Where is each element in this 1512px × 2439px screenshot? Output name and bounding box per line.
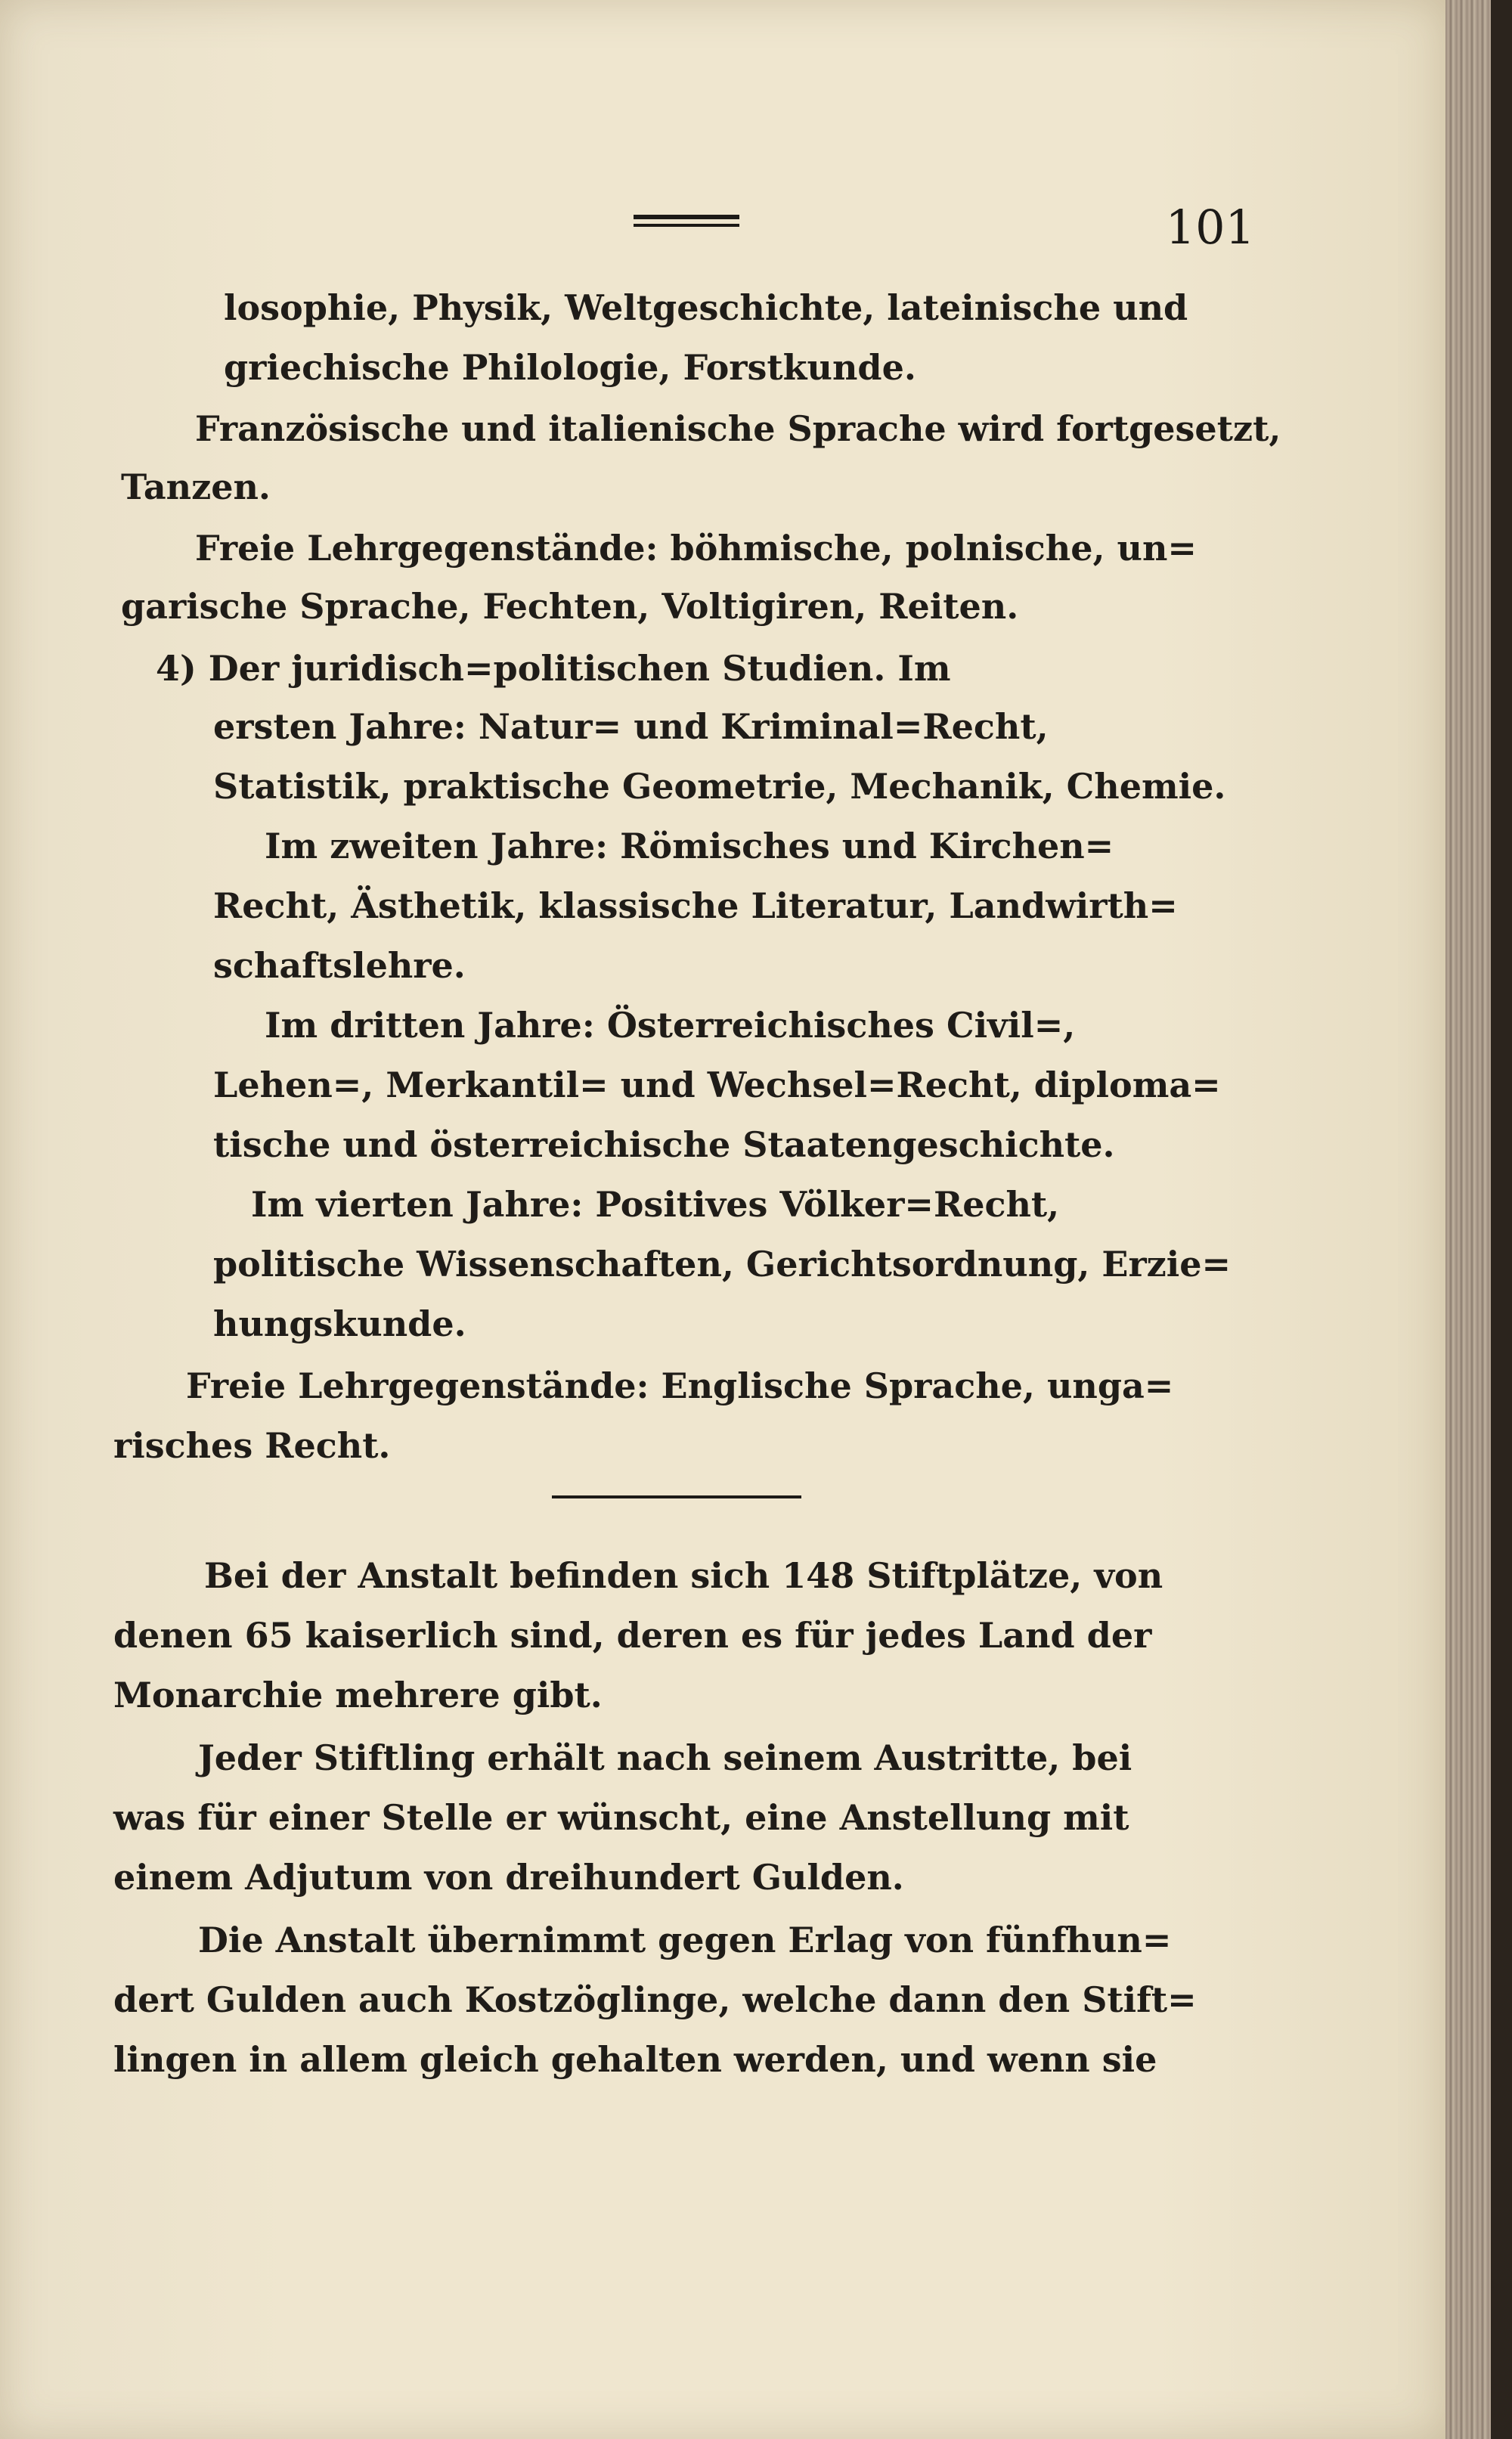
text-line: hungskunde. — [213, 1303, 466, 1344]
text-line: Im dritten Jahre: Österreichisches Civil=, — [265, 1005, 1076, 1046]
text-line: tische und österreichische Staatengeschichte. — [213, 1124, 1115, 1165]
text-line: Im zweiten Jahre: Römisches und Kirchen= — [265, 826, 1114, 866]
text-line: Jeder Stiftling erhält nach seinem Austritte, bei — [198, 1737, 1132, 1778]
text-line: risches Recht. — [113, 1425, 391, 1466]
text-line: Französische und italienische Sprache wird fortgesetzt, — [195, 408, 1281, 449]
text-line: Bei der Anstalt befinden sich 148 Stiftplätze, von — [204, 1555, 1163, 1596]
text-line: Monarchie mehrere gibt. — [113, 1675, 603, 1715]
text-line: denen 65 kaiserlich sind, deren es für jedes Land der — [113, 1615, 1152, 1656]
text-line: schaftslehre. — [213, 945, 466, 986]
text-line: Lehen=, Merkantil= und Wechsel=Recht, diploma= — [213, 1065, 1221, 1105]
text-line: garische Sprache, Fechten, Voltigiren, Reiten. — [121, 586, 1019, 627]
text-line: Freie Lehrgegenstände: Englische Sprache, unga= — [186, 1365, 1174, 1406]
text-line: lingen in allem gleich gehalten werden, und wenn sie — [113, 2039, 1157, 2080]
text-line: politische Wissenschaften, Gerichtsordnung, Erzie= — [213, 1244, 1232, 1285]
text-line: Tanzen. — [121, 466, 271, 507]
section-divider — [552, 1495, 801, 1498]
text-line: Freie Lehrgegenstände: böhmische, polnische, un= — [195, 528, 1197, 569]
text-line: Statistik, praktische Geometrie, Mechanik, Chemie. — [213, 766, 1226, 807]
text-line: ersten Jahre: Natur= und Kriminal=Recht, — [213, 706, 1049, 747]
header-ornament-rule — [634, 215, 739, 227]
text-line: dert Gulden auch Kostzöglinge, welche dann den Stift= — [113, 1979, 1197, 2020]
text-line: griechische Philologie, Forstkunde. — [224, 347, 916, 388]
page-number: 101 — [1165, 200, 1255, 255]
text-line: Im vierten Jahre: Positives Völker=Recht, — [251, 1184, 1060, 1225]
text-line: losophie, Physik, Weltgeschichte, lateinische und — [224, 287, 1188, 328]
text-line: einem Adjutum von dreihundert Gulden. — [113, 1857, 904, 1898]
text-line: was für einer Stelle er wünscht, eine Anstellung mit — [113, 1797, 1129, 1838]
text-line: Die Anstalt übernimmt gegen Erlag von fünfhun= — [198, 1920, 1172, 1960]
text-line: 4) Der juridisch=politischen Studien. Im — [156, 648, 951, 689]
text-line: Recht, Ästhetik, klassische Literatur, Landwirth= — [213, 885, 1178, 926]
book-page-edge — [1445, 0, 1512, 2439]
